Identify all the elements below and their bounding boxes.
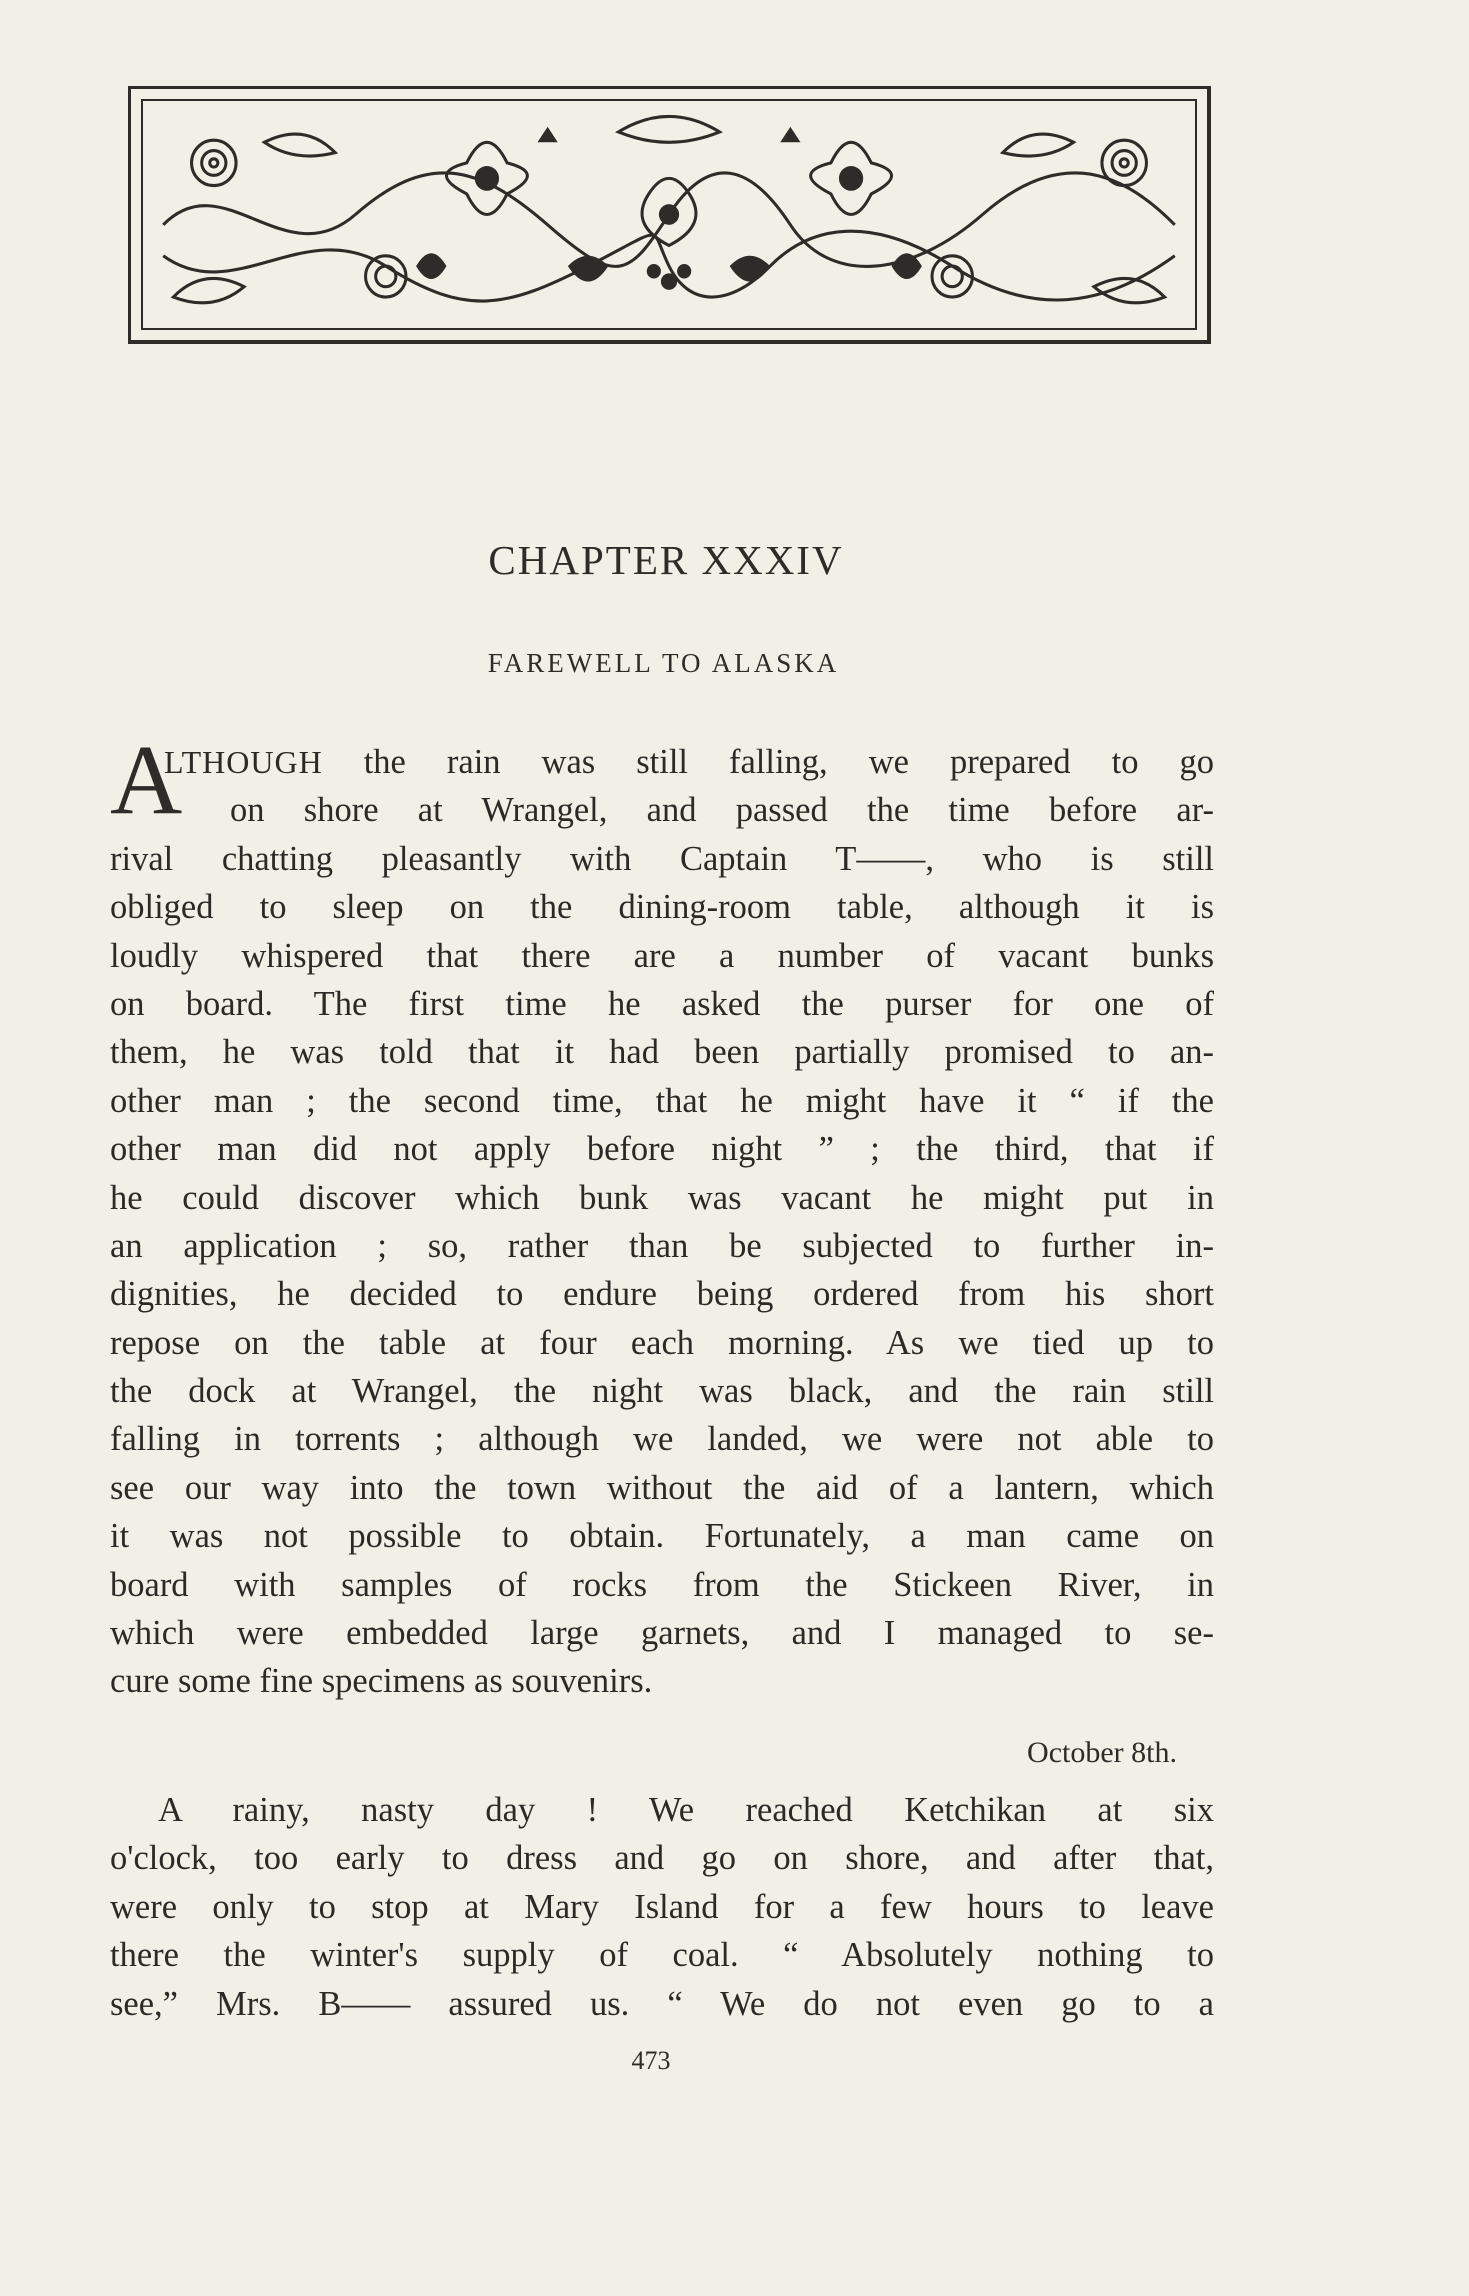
text-line: other man ; the second time, that he might have it “ if the (110, 1081, 1214, 1120)
first-word: LTHOUGH (164, 744, 323, 780)
text-line: see our way into the town without the aid of a lantern, which (110, 1468, 1214, 1507)
text-line: on board. The first time he asked the purser for one of (110, 984, 1214, 1023)
text-line: there the winter's supply of coal. “ Absolutely nothing to (110, 1936, 1214, 1975)
text-line: repose on the table at four each morning. As we tied up to (110, 1323, 1214, 1362)
text-line: the dock at Wrangel, the night was black, and the rain still (110, 1372, 1214, 1411)
text-line: an application ; so, rather than be subjected to further in- (110, 1226, 1214, 1265)
text-line: LTHOUGH the rain was still falling, we prepared to go (164, 743, 1214, 781)
text-line: falling in torrents ; although we landed, we were not able to (110, 1420, 1214, 1459)
date-heading: October 8th. (1027, 1736, 1177, 1769)
headpiece-frame (141, 99, 1197, 330)
text-line: them, he was told that it had been partially promised to an- (110, 1033, 1214, 1072)
text-line: loudly whispered that there are a number of vacant bunks (110, 936, 1214, 975)
floral-scroll-ornament-icon (143, 101, 1195, 328)
paragraph-1 (110, 724, 1214, 1706)
text-line: A rainy, nasty day ! We reached Ketchikan at six (158, 1791, 1214, 1829)
text-line: o'clock, too early to dress and go on shore, and after that, (110, 1839, 1214, 1878)
text-line: which were embedded large garnets, and I managed to se- (110, 1614, 1214, 1653)
text-line: it was not possible to obtain. Fortunately, a man came on (110, 1517, 1214, 1556)
chapter-number: CHAPTER XXXIV (488, 537, 844, 583)
page-number: 473 (631, 2046, 671, 2075)
text-line: other man did not apply before night ” ; the third, that if (110, 1130, 1214, 1169)
text-line: were only to stop at Mary Island for a few hours to leave (110, 1887, 1214, 1926)
text-line: cure some fine specimens as souvenirs. (110, 1662, 653, 1701)
text-line: on shore at Wrangel, and passed the time before ar- (230, 791, 1214, 830)
paragraph-2 (110, 1786, 1214, 2028)
text-line: he could discover which bunk was vacant he might put in (110, 1178, 1214, 1217)
ornamental-headpiece (128, 86, 1211, 344)
text-line: rival chatting pleasantly with Captain T——, who is still (110, 839, 1214, 878)
text-line: dignities, he decided to endure being ordered from his short (110, 1275, 1214, 1314)
text-line: board with samples of rocks from the Stickeen River, in (110, 1565, 1214, 1604)
chapter-title: FAREWELL TO ALASKA (487, 648, 840, 678)
text-line: see,” Mrs. B—— assured us. “ We do not even go to a (110, 1984, 1214, 2023)
drop-cap: A (110, 724, 183, 835)
text-line: obliged to sleep on the dining-room table, although it is (110, 888, 1214, 927)
